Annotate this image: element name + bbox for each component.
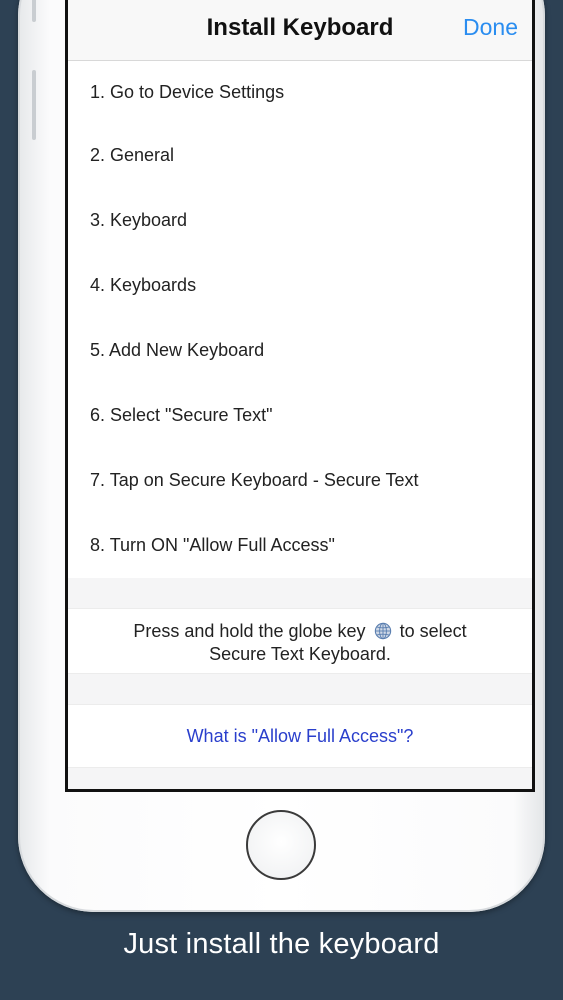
list-item: 2. General <box>90 145 175 165</box>
globe-key-hint <box>68 608 532 674</box>
navigation-bar <box>68 0 532 61</box>
home-button[interactable] <box>246 810 316 880</box>
list-item: 4. Keyboards <box>90 275 197 295</box>
section-separator <box>68 578 532 608</box>
phone-screen <box>65 0 535 792</box>
install-steps-list <box>68 61 532 578</box>
list-item: 7. Tap on Secure Keyboard - Secure Text <box>90 470 419 490</box>
globe-icon <box>374 622 392 640</box>
list-item: 5. Add New Keyboard <box>90 340 265 360</box>
list-item: 6. Select "Secure Text" <box>90 405 273 425</box>
volume-buttons <box>32 70 36 140</box>
list-item: 3. Keyboard <box>90 210 188 230</box>
screen-footer <box>68 768 532 792</box>
list-item: 8. Turn ON "Allow Full Access" <box>90 535 335 555</box>
hint-line-1 <box>68 620 532 643</box>
done-button[interactable]: Done <box>463 14 518 40</box>
allow-full-access-link[interactable]: What is "Allow Full Access"? <box>186 726 414 746</box>
full-access-help-row[interactable] <box>68 704 532 768</box>
section-separator <box>68 674 532 704</box>
hint-text-after: to select <box>399 621 467 641</box>
mute-switch <box>32 0 36 22</box>
phone-frame <box>18 0 545 912</box>
hint-line-2: Secure Text Keyboard. <box>209 644 391 664</box>
list-item: 1. Go to Device Settings <box>90 82 285 102</box>
hint-text-before: Press and hold the globe key <box>133 621 366 641</box>
page-title: Install Keyboard <box>206 14 394 41</box>
promo-caption: Just install the keyboard <box>123 928 440 960</box>
